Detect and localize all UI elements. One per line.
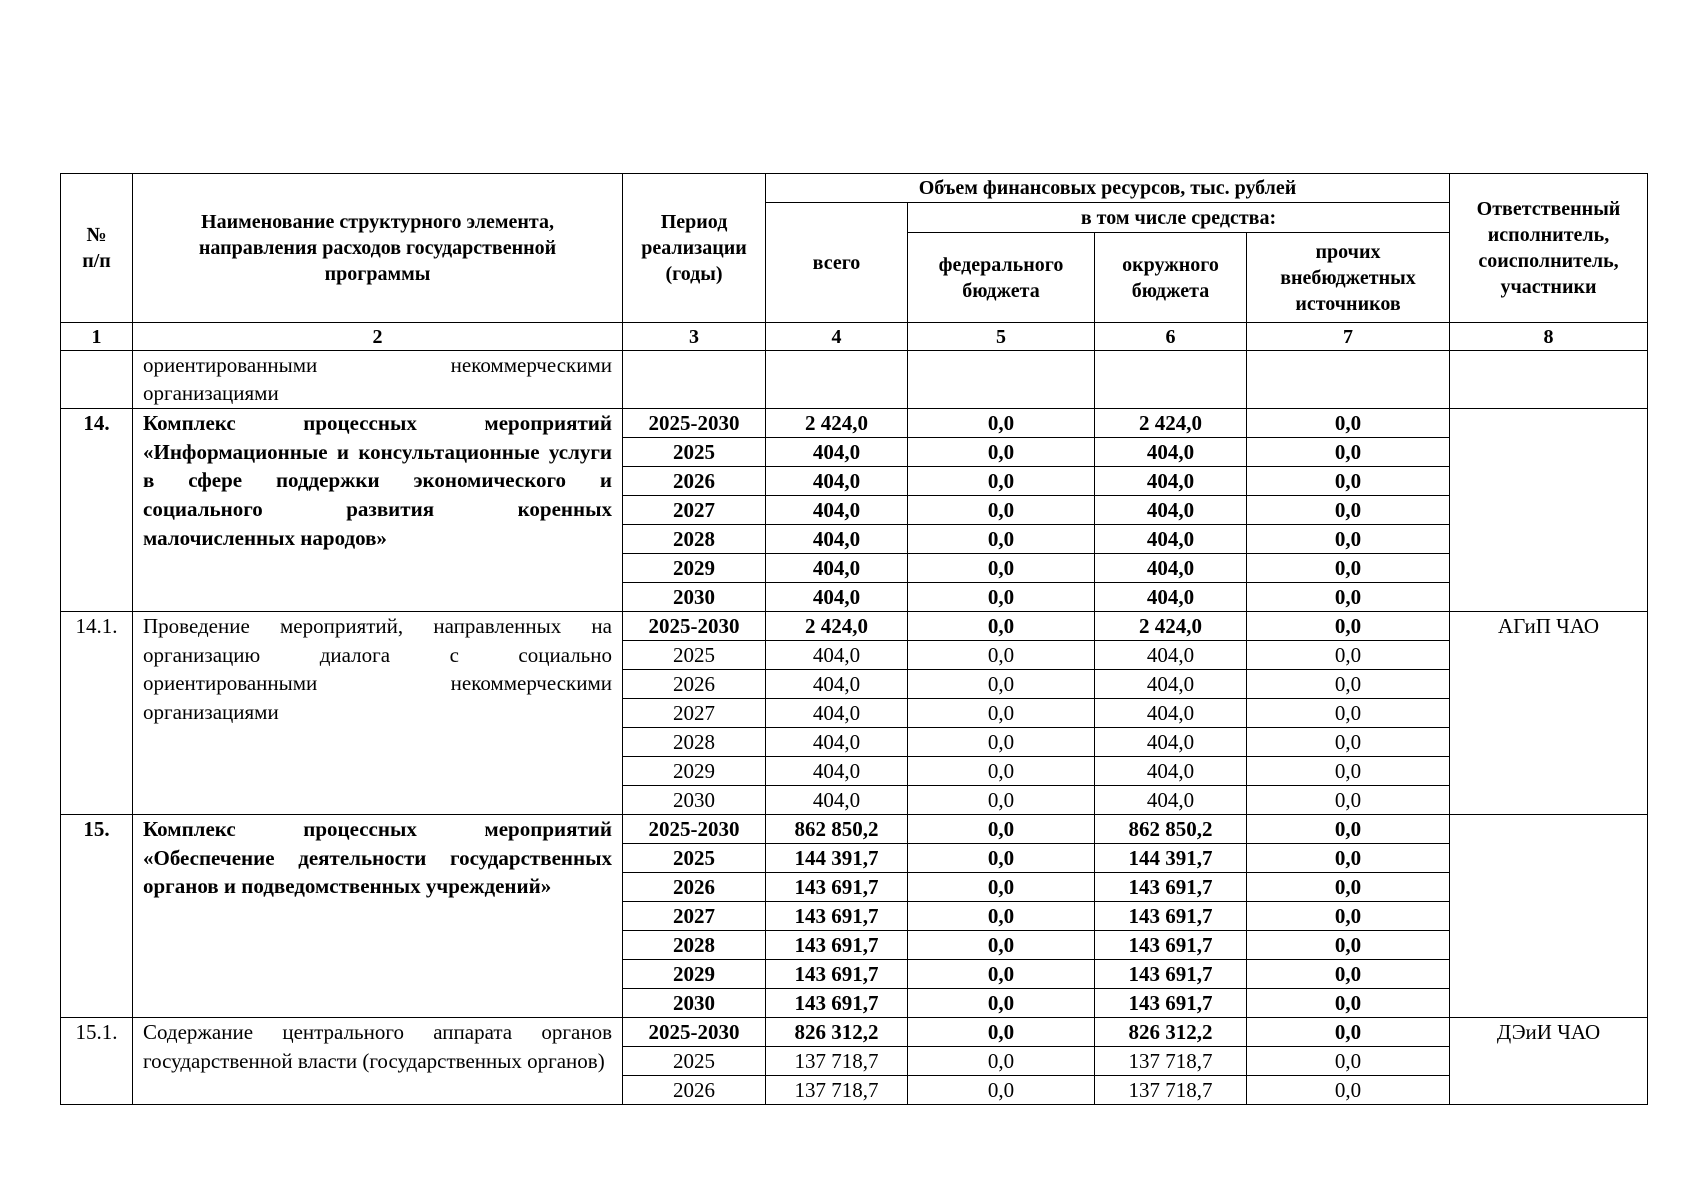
- header-total: всего: [766, 203, 908, 323]
- total-cell: 862 850,2: [766, 815, 908, 844]
- federal-cell: 0,0: [908, 931, 1095, 960]
- table-row: [61, 815, 1648, 844]
- district-cell: 404,0: [1095, 496, 1247, 525]
- continuation-name: ориентированными некоммерческими организациями: [133, 351, 623, 409]
- period-cell: 2028: [623, 931, 766, 960]
- total-cell: 404,0: [766, 496, 908, 525]
- district-cell: 404,0: [1095, 786, 1247, 815]
- period-cell: 2025-2030: [623, 612, 766, 641]
- element-name: Проведение мероприятий, направленных на организацию диалога с социально ориентированными некоммерческими организациями: [133, 612, 623, 815]
- total-cell: 143 691,7: [766, 873, 908, 902]
- column-number: 5: [908, 323, 1095, 351]
- column-number: 1: [61, 323, 133, 351]
- header-federal: федерального бюджета: [908, 233, 1095, 323]
- column-number: 7: [1247, 323, 1450, 351]
- other-cell: 0,0: [1247, 960, 1450, 989]
- period-cell: 2029: [623, 554, 766, 583]
- other-cell: 0,0: [1247, 612, 1450, 641]
- period-cell: 2027: [623, 902, 766, 931]
- table-header: [61, 174, 1648, 351]
- budget-table: [60, 173, 1648, 1105]
- district-cell: 404,0: [1095, 699, 1247, 728]
- federal-cell: 0,0: [908, 583, 1095, 612]
- other-cell: 0,0: [1247, 757, 1450, 786]
- district-cell: 143 691,7: [1095, 960, 1247, 989]
- district-cell: 2 424,0: [1095, 612, 1247, 641]
- federal-cell: 0,0: [908, 757, 1095, 786]
- table-row: [61, 612, 1648, 641]
- federal-cell: 0,0: [908, 1047, 1095, 1076]
- total-cell: 137 718,7: [766, 1076, 908, 1105]
- district-cell: 137 718,7: [1095, 1047, 1247, 1076]
- other-cell: 0,0: [1247, 438, 1450, 467]
- other-cell: 0,0: [1247, 786, 1450, 815]
- district-cell: 143 691,7: [1095, 873, 1247, 902]
- other-cell: 0,0: [1247, 815, 1450, 844]
- district-cell: 404,0: [1095, 554, 1247, 583]
- responsible-cell: [1450, 815, 1648, 1018]
- element-name: Комплекс процессных мероприятий «Информационные и консультационные услуги в сфере поддержки экономического и социального развития коренных малочисленных народов»: [133, 409, 623, 612]
- column-number: 8: [1450, 323, 1648, 351]
- header-name: Наименование структурного элемента, направления расходов государственной программы: [133, 174, 623, 323]
- row-number: 14.: [61, 409, 133, 612]
- total-cell: 137 718,7: [766, 1047, 908, 1076]
- other-cell: 0,0: [1247, 641, 1450, 670]
- district-cell: 137 718,7: [1095, 1076, 1247, 1105]
- federal-cell: 0,0: [908, 467, 1095, 496]
- other-cell: 0,0: [1247, 409, 1450, 438]
- period-cell: 2029: [623, 960, 766, 989]
- period-cell: 2025: [623, 1047, 766, 1076]
- federal-cell: 0,0: [908, 612, 1095, 641]
- other-cell: 0,0: [1247, 670, 1450, 699]
- other-cell: 0,0: [1247, 1018, 1450, 1047]
- other-cell: 0,0: [1247, 699, 1450, 728]
- district-cell: 143 691,7: [1095, 931, 1247, 960]
- period-cell: 2030: [623, 989, 766, 1018]
- other-cell: 0,0: [1247, 554, 1450, 583]
- district-cell: 404,0: [1095, 525, 1247, 554]
- period-cell: 2025-2030: [623, 815, 766, 844]
- column-numbers-row: [61, 323, 1648, 351]
- federal-cell: 0,0: [908, 786, 1095, 815]
- period-cell: 2026: [623, 1076, 766, 1105]
- column-number: 2: [133, 323, 623, 351]
- district-cell: 2 424,0: [1095, 409, 1247, 438]
- federal-cell: 0,0: [908, 670, 1095, 699]
- total-cell: 143 691,7: [766, 931, 908, 960]
- district-cell: 404,0: [1095, 467, 1247, 496]
- total-cell: 143 691,7: [766, 902, 908, 931]
- other-cell: 0,0: [1247, 902, 1450, 931]
- period-cell: 2026: [623, 670, 766, 699]
- district-cell: 404,0: [1095, 583, 1247, 612]
- other-cell: 0,0: [1247, 496, 1450, 525]
- period-cell: 2029: [623, 757, 766, 786]
- period-cell: 2028: [623, 728, 766, 757]
- total-cell: 826 312,2: [766, 1018, 908, 1047]
- other-cell: 0,0: [1247, 728, 1450, 757]
- period-cell: 2026: [623, 467, 766, 496]
- federal-cell: 0,0: [908, 728, 1095, 757]
- other-cell: 0,0: [1247, 583, 1450, 612]
- responsible-cell: ДЭиИ ЧАО: [1450, 1018, 1648, 1105]
- federal-cell: 0,0: [908, 989, 1095, 1018]
- total-cell: 404,0: [766, 670, 908, 699]
- total-cell: 404,0: [766, 728, 908, 757]
- total-cell: 404,0: [766, 583, 908, 612]
- total-cell: 144 391,7: [766, 844, 908, 873]
- federal-cell: 0,0: [908, 699, 1095, 728]
- header-responsible: Ответственный исполнитель, соисполнитель, участники: [1450, 174, 1648, 323]
- header-volume: Объем финансовых ресурсов, тыс. рублей: [766, 174, 1450, 203]
- district-cell: 404,0: [1095, 641, 1247, 670]
- other-cell: 0,0: [1247, 467, 1450, 496]
- district-cell: 404,0: [1095, 670, 1247, 699]
- table-body: [61, 351, 1648, 1105]
- table-row: [61, 1018, 1648, 1047]
- district-cell: 143 691,7: [1095, 902, 1247, 931]
- federal-cell: 0,0: [908, 525, 1095, 554]
- column-number: 6: [1095, 323, 1247, 351]
- row-number: 14.1.: [61, 612, 133, 815]
- continuation-num: [61, 351, 133, 409]
- other-cell: 0,0: [1247, 1076, 1450, 1105]
- header-period: Период реализации (годы): [623, 174, 766, 323]
- federal-cell: 0,0: [908, 1076, 1095, 1105]
- period-cell: 2027: [623, 699, 766, 728]
- period-cell: 2025: [623, 844, 766, 873]
- district-cell: 404,0: [1095, 728, 1247, 757]
- total-cell: 2 424,0: [766, 409, 908, 438]
- total-cell: 404,0: [766, 699, 908, 728]
- other-cell: 0,0: [1247, 931, 1450, 960]
- period-cell: 2027: [623, 496, 766, 525]
- federal-cell: 0,0: [908, 496, 1095, 525]
- period-cell: 2030: [623, 786, 766, 815]
- total-cell: 404,0: [766, 554, 908, 583]
- district-cell: 862 850,2: [1095, 815, 1247, 844]
- period-cell: 2028: [623, 525, 766, 554]
- total-cell: 404,0: [766, 525, 908, 554]
- period-cell: 2025: [623, 438, 766, 467]
- period-cell: 2026: [623, 873, 766, 902]
- continuation-row: [61, 351, 1648, 409]
- header-other: прочих внебюджетных источников: [1247, 233, 1450, 323]
- other-cell: 0,0: [1247, 844, 1450, 873]
- district-cell: 826 312,2: [1095, 1018, 1247, 1047]
- row-number: 15.: [61, 815, 133, 1018]
- federal-cell: 0,0: [908, 815, 1095, 844]
- table-row: [61, 409, 1648, 438]
- total-cell: 2 424,0: [766, 612, 908, 641]
- federal-cell: 0,0: [908, 960, 1095, 989]
- responsible-cell: [1450, 409, 1648, 612]
- period-cell: 2025-2030: [623, 1018, 766, 1047]
- total-cell: 404,0: [766, 786, 908, 815]
- district-cell: 404,0: [1095, 757, 1247, 786]
- district-cell: 143 691,7: [1095, 989, 1247, 1018]
- federal-cell: 0,0: [908, 438, 1095, 467]
- district-cell: 144 391,7: [1095, 844, 1247, 873]
- other-cell: 0,0: [1247, 525, 1450, 554]
- other-cell: 0,0: [1247, 1047, 1450, 1076]
- period-cell: 2025-2030: [623, 409, 766, 438]
- column-number: 4: [766, 323, 908, 351]
- other-cell: 0,0: [1247, 873, 1450, 902]
- header-including: в том числе средства:: [908, 203, 1450, 233]
- total-cell: 404,0: [766, 757, 908, 786]
- district-cell: 404,0: [1095, 438, 1247, 467]
- federal-cell: 0,0: [908, 554, 1095, 583]
- federal-cell: 0,0: [908, 1018, 1095, 1047]
- element-name: Комплекс процессных мероприятий «Обеспечение деятельности государственных органов и подведомственных учреждений»: [133, 815, 623, 1018]
- federal-cell: 0,0: [908, 902, 1095, 931]
- header-district: окружного бюджета: [1095, 233, 1247, 323]
- element-name: Содержание центрального аппарата органов государственной власти (государственных органов): [133, 1018, 623, 1105]
- federal-cell: 0,0: [908, 873, 1095, 902]
- other-cell: 0,0: [1247, 989, 1450, 1018]
- federal-cell: 0,0: [908, 409, 1095, 438]
- column-number: 3: [623, 323, 766, 351]
- total-cell: 404,0: [766, 641, 908, 670]
- period-cell: 2025: [623, 641, 766, 670]
- total-cell: 143 691,7: [766, 960, 908, 989]
- total-cell: 404,0: [766, 438, 908, 467]
- total-cell: 143 691,7: [766, 989, 908, 1018]
- total-cell: 404,0: [766, 467, 908, 496]
- responsible-cell: АГиП ЧАО: [1450, 612, 1648, 815]
- federal-cell: 0,0: [908, 641, 1095, 670]
- header-num: № п/п: [61, 174, 133, 323]
- row-number: 15.1.: [61, 1018, 133, 1105]
- federal-cell: 0,0: [908, 844, 1095, 873]
- period-cell: 2030: [623, 583, 766, 612]
